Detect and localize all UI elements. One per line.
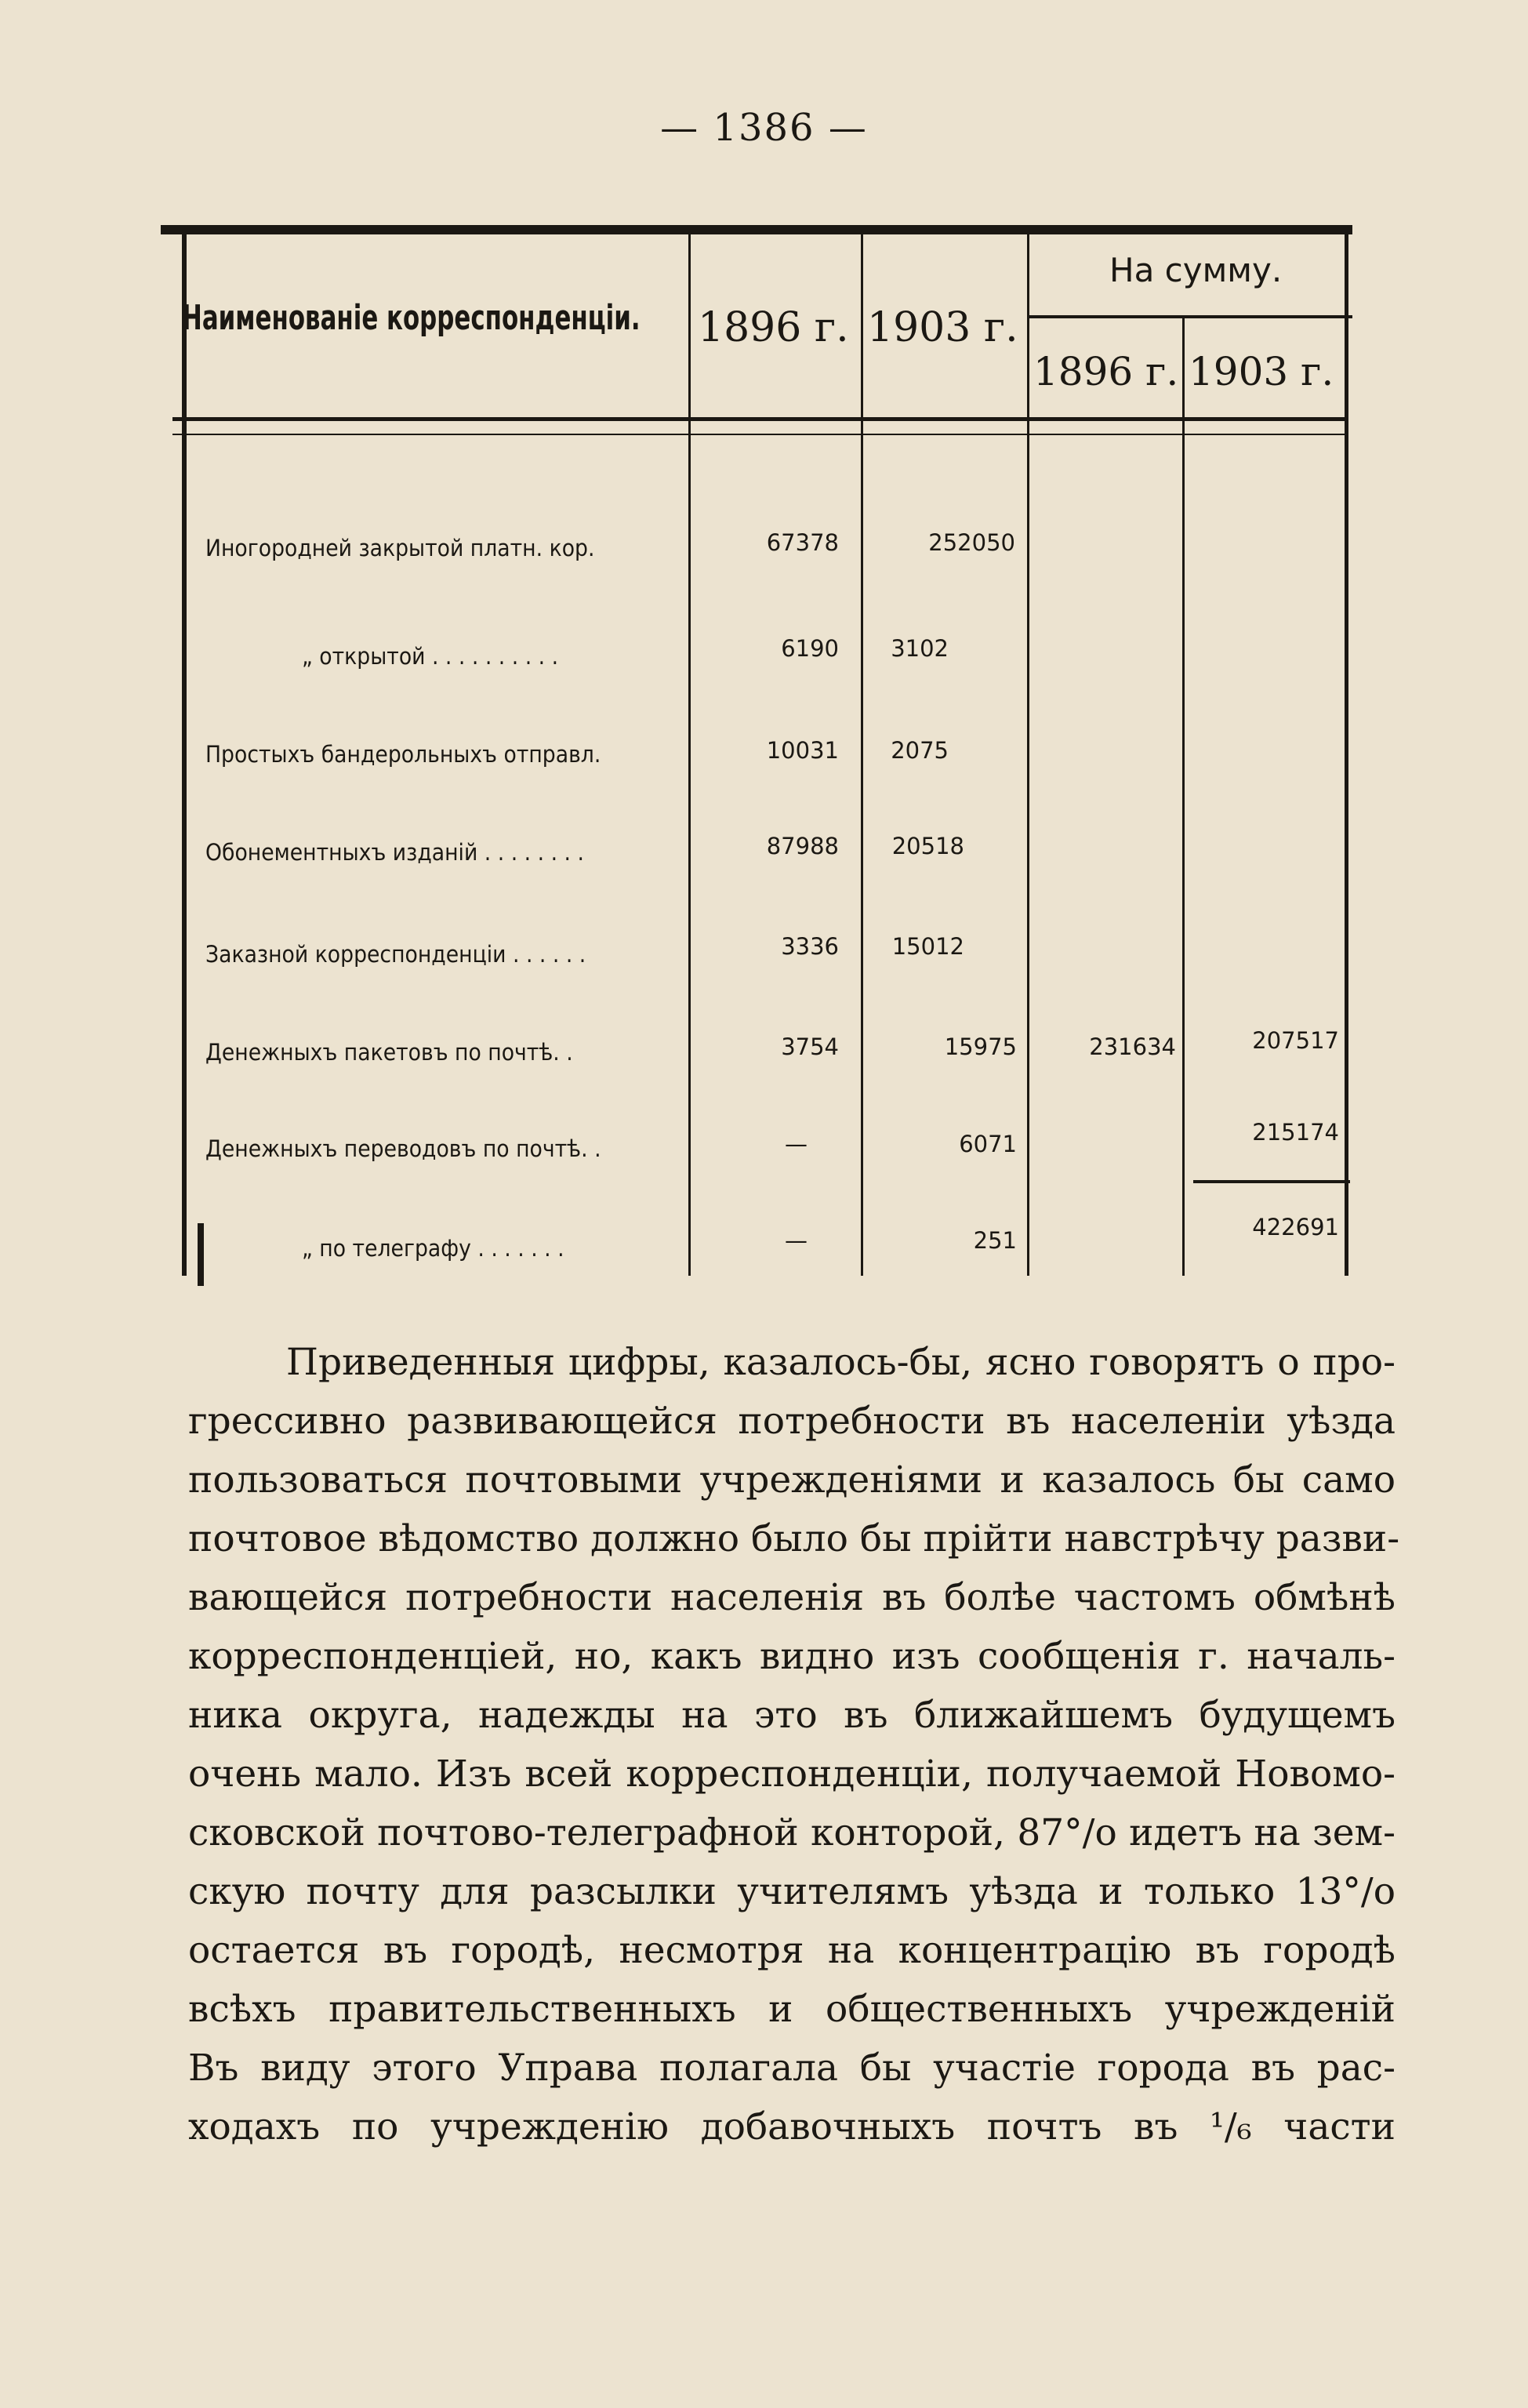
row-label: Обонементныхъ изданій . . . . . . . . [205, 839, 585, 866]
header-year-1896: 1896 г. [698, 304, 849, 351]
row-sum-1903: 207517 [1252, 1027, 1339, 1054]
header-sum-1896: 1896 г. [1033, 349, 1179, 394]
text-line: пользоваться почтовыми учрежденіями и казалось бы само [188, 1458, 1396, 1502]
right-border-rule [1345, 233, 1348, 1276]
text-line: почтовое вѣдомство должно было бы прійти навстрѣчу разви- [188, 1517, 1400, 1560]
header-bottom-rule-thin [172, 434, 1348, 435]
row-value-1903: 3102 [891, 635, 949, 662]
header-sum-1903: 1903 г. [1189, 349, 1334, 394]
row-value-1896: 6190 [781, 635, 839, 662]
row-value-1896: 10031 [766, 737, 839, 764]
col-rule-3 [1027, 233, 1029, 1276]
text-line: всѣхъ правительственныхъ и общественныхъ учрежденій [188, 1988, 1396, 2031]
row-value-1896: 67378 [766, 529, 839, 556]
row-value-1903: 251 [973, 1227, 1017, 1254]
row-value-1896: 3336 [781, 933, 839, 960]
text-line: скую почту для разсылки учителямъ уѣзда и только 13°/о [188, 1870, 1396, 1913]
row-label: Денежныхъ переводовъ по почтѣ. . [205, 1135, 601, 1162]
left-border-rule [182, 233, 187, 1276]
page-number: — 1386 — [660, 106, 868, 150]
text-line: Приведенныя цифры, казалось-бы, ясно говорятъ о про- [286, 1341, 1396, 1384]
text-line: вающейся потребности населенія въ болѣе частомъ обмѣнѣ [188, 1576, 1396, 1619]
row-value-1903: 20518 [891, 833, 964, 859]
header-bottom-rule-thick [172, 417, 1348, 421]
total-rule [1193, 1180, 1350, 1183]
table-top-rule [161, 225, 1352, 234]
row-value-1896: — [785, 1227, 808, 1254]
sum-header-rule [1029, 315, 1352, 318]
row-value-1903: 2075 [891, 737, 949, 764]
text-line: ника округа, надежды на это въ ближайшемъ будущемъ [188, 1694, 1396, 1737]
left-border-marker [198, 1223, 204, 1286]
header-sum-title: На сумму. [1109, 251, 1283, 289]
row-label: Иногородней закрытой платн. кор. [205, 535, 595, 561]
row-value-1896: 87988 [766, 833, 839, 859]
text-line: Въ виду этого Управа полагала бы участіе города въ рас- [188, 2047, 1396, 2090]
header-name: Наименованіе корреспонденціи. [182, 298, 641, 338]
row-value-1896: — [785, 1131, 808, 1157]
row-value-1903: 15012 [891, 933, 964, 960]
row-value-1903: 15975 [944, 1033, 1017, 1060]
text-line: сковской почтово-телеграфной конторой, 87°/о идетъ на зем- [188, 1811, 1396, 1854]
text-line: грессивно развивающейся потребности въ населеніи уѣзда [188, 1400, 1396, 1443]
row-label: Денежныхъ пакетовъ по почтѣ. . [205, 1039, 573, 1066]
row-sum-1896: 231634 [1089, 1033, 1176, 1060]
header-year-1903: 1903 г. [867, 304, 1018, 351]
row-label: „ открытой . . . . . . . . . . [302, 643, 559, 670]
body-text [188, 1333, 1400, 2156]
text-line: корреспонденціей, но, какъ видно изъ сообщенія г. началь- [188, 1635, 1396, 1678]
row-value-1903: 252050 [928, 529, 1015, 556]
row-label: „ по телеграфу . . . . . . . [302, 1235, 564, 1262]
text-line: ходахъ по учрежденію добавочныхъ почтъ въ ¹/₆ части [188, 2105, 1396, 2148]
text-line: остается въ городѣ, несмотря на концентрацію въ городѣ [188, 1929, 1396, 1972]
row-value-1896: 3754 [781, 1033, 839, 1060]
row-sum-1903: 422691 [1252, 1214, 1339, 1240]
text-line: очень мало. Изъ всей корреспонденціи, получаемой Новомо- [188, 1752, 1396, 1796]
row-label: Заказной корреспонденціи . . . . . . [205, 941, 586, 968]
row-sum-1903: 215174 [1252, 1119, 1339, 1146]
row-value-1903: 6071 [959, 1131, 1017, 1157]
row-label: Простыхъ бандерольныхъ отправл. [205, 741, 601, 768]
